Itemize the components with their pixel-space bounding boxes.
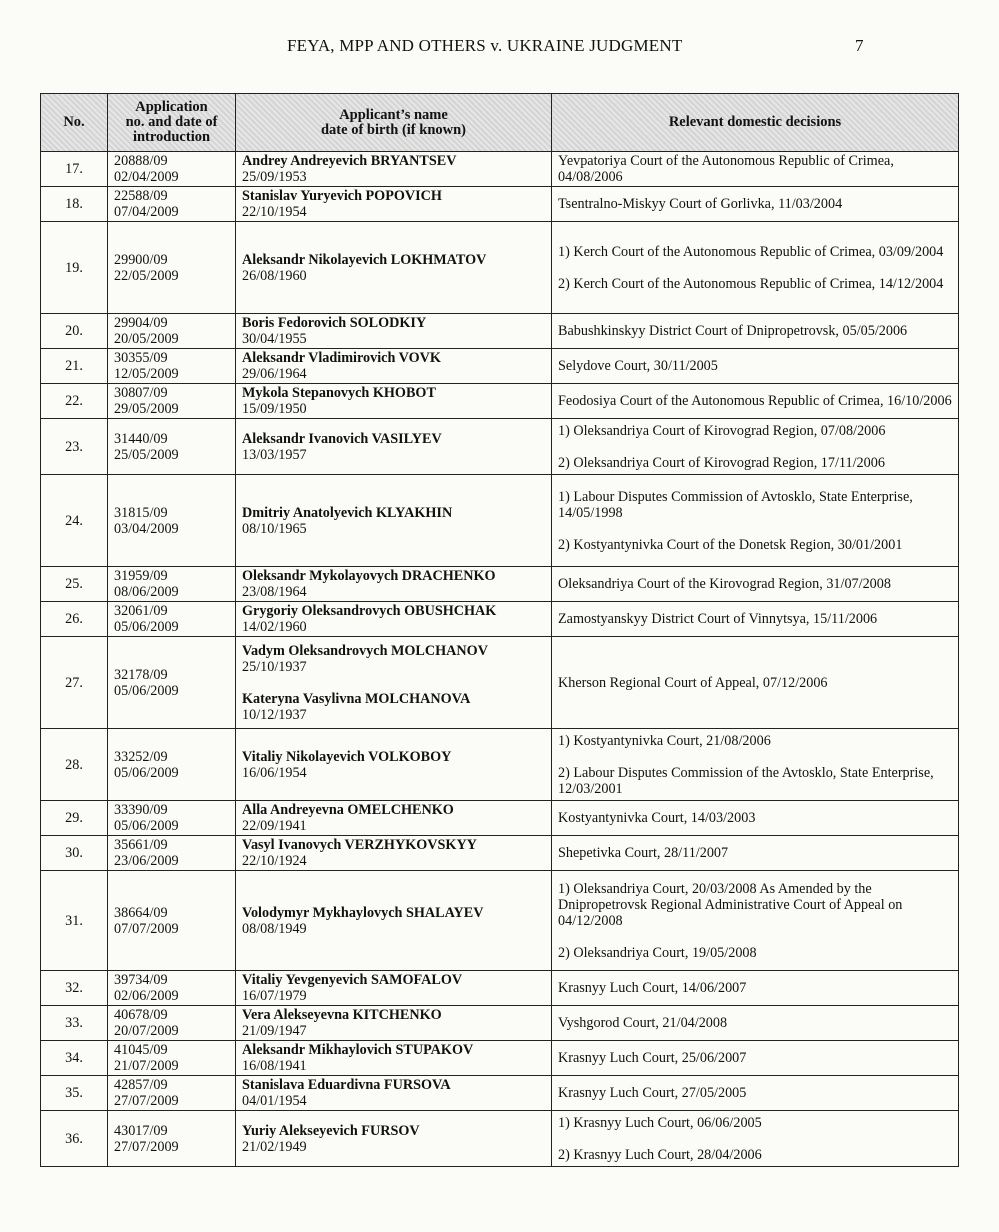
application-cell	[108, 1041, 236, 1076]
applicant-cell	[236, 475, 552, 567]
column-header-line: introduction	[132, 129, 211, 145]
date-of-birth: 21/09/1947	[242, 1023, 307, 1039]
application-cell	[108, 419, 236, 475]
introduction-date: 05/06/2009	[114, 764, 179, 781]
introduction-date: 03/04/2009	[114, 520, 179, 537]
applicant-cell	[236, 349, 552, 384]
applicant-cell	[236, 222, 552, 314]
domestic-decision: Shepetivka Court, 28/11/2007	[558, 845, 729, 861]
table-row	[41, 637, 959, 729]
decisions-cell	[552, 567, 959, 602]
applicant-name: Boris Fedorovich SOLODKIY	[242, 315, 427, 331]
application-number: 35661/09	[114, 837, 168, 853]
application-cell	[108, 567, 236, 602]
application-number: 22588/09	[114, 188, 168, 204]
domestic-decision: Vyshgorod Court, 21/04/2008	[558, 1015, 728, 1031]
application-cell	[108, 187, 236, 222]
decisions-cell	[552, 1041, 959, 1076]
applicant-cell	[236, 567, 552, 602]
domestic-decision: Krasnyy Luch Court, 27/05/2005	[558, 1085, 747, 1101]
introduction-date: 07/07/2009	[114, 920, 179, 937]
application-cell	[108, 222, 236, 314]
row-number: 20.	[41, 314, 108, 349]
applicant-cell	[236, 419, 552, 475]
applicant-name: Kateryna Vasylivna MOLCHANOVA	[242, 690, 471, 707]
introduction-date: 05/06/2009	[114, 619, 179, 635]
application-cell	[108, 637, 236, 729]
introduction-date: 21/07/2009	[114, 1058, 179, 1074]
introduction-date: 05/06/2009	[114, 682, 179, 699]
domestic-decision: Zamostyanskyy District Court of Vinnytsya, 15/11/2006	[558, 611, 878, 627]
introduction-date: 08/06/2009	[114, 584, 179, 600]
introduction-date: 27/07/2009	[114, 1093, 179, 1109]
column-header-line: no. and date of	[125, 114, 218, 130]
date-of-birth: 29/06/1964	[242, 366, 307, 382]
application-cell	[108, 602, 236, 637]
decisions-cell	[552, 801, 959, 836]
row-number: 21.	[41, 349, 108, 384]
application-number: 39734/09	[114, 972, 168, 988]
table-row	[41, 222, 959, 314]
introduction-date: 12/05/2009	[114, 366, 179, 382]
column-header-decisions: Relevant domestic decisions	[552, 94, 959, 152]
date-of-birth: 22/10/1924	[242, 853, 307, 869]
row-number: 36.	[41, 1111, 108, 1167]
domestic-decision: Krasnyy Luch Court, 25/06/2007	[558, 1050, 747, 1066]
decisions-cell	[552, 602, 959, 637]
table-row	[41, 567, 959, 602]
date-of-birth: 26/08/1960	[242, 267, 307, 284]
row-number: 24.	[41, 475, 108, 567]
domestic-decision: 2) Oleksandriya Court of Kirovograd Region, 17/11/2006	[558, 454, 885, 471]
application-cell	[108, 971, 236, 1006]
application-cell	[108, 801, 236, 836]
applicants-table	[40, 93, 959, 1167]
application-cell	[108, 1006, 236, 1041]
row-number: 30.	[41, 836, 108, 871]
application-number: 30807/09	[114, 385, 168, 401]
date-of-birth: 25/09/1953	[242, 169, 307, 185]
introduction-date: 25/05/2009	[114, 446, 179, 463]
spacer	[558, 260, 952, 276]
date-of-birth: 15/09/1950	[242, 401, 307, 417]
domestic-decision: Selydove Court, 30/11/2005	[558, 358, 718, 374]
domestic-decision: Kostyantynivka Court, 14/03/2003	[558, 810, 756, 826]
table-row	[41, 419, 959, 475]
column-header-application	[108, 94, 236, 152]
table-row	[41, 801, 959, 836]
domestic-decision: 1) Oleksandriya Court, 20/03/2008 As Amended by the Dnipropetrovsk Regional Administrative Court of Appeal on 04/12/2008	[558, 880, 903, 929]
table-row	[41, 871, 959, 971]
application-cell	[108, 729, 236, 801]
date-of-birth: 25/10/1937	[242, 658, 307, 675]
applicant-name: Alla Andreyevna OMELCHENKO	[242, 802, 454, 818]
spacer	[558, 749, 952, 765]
column-header-applicant	[236, 94, 552, 152]
domestic-decision: 2) Oleksandriya Court, 19/05/2008	[558, 944, 757, 961]
introduction-date: 07/04/2009	[114, 204, 179, 220]
date-of-birth: 16/07/1979	[242, 988, 307, 1004]
date-of-birth: 22/10/1954	[242, 204, 307, 220]
date-of-birth: 10/12/1937	[242, 706, 307, 723]
table-body	[41, 152, 959, 1167]
decisions-cell	[552, 349, 959, 384]
row-number: 28.	[41, 729, 108, 801]
table-row	[41, 1111, 959, 1167]
table-row	[41, 971, 959, 1006]
column-header-no: No.	[41, 94, 108, 152]
application-number: 43017/09	[114, 1122, 168, 1139]
applicant-cell	[236, 384, 552, 419]
applicant-name: Grygoriy Oleksandrovych OBUSHCHAK	[242, 603, 497, 619]
application-number: 32178/09	[114, 666, 168, 683]
applicant-name: Andrey Andreyevich BRYANTSEV	[242, 153, 457, 169]
decisions-cell	[552, 314, 959, 349]
decisions-cell	[552, 475, 959, 567]
applicant-name: Stanislava Eduardivna FURSOVA	[242, 1077, 451, 1093]
introduction-date: 05/06/2009	[114, 818, 179, 834]
domestic-decision: Babushkinskyy District Court of Dnipropetrovsk, 05/05/2006	[558, 323, 908, 339]
applicant-cell	[236, 1006, 552, 1041]
table-row	[41, 1076, 959, 1111]
applicant-cell	[236, 187, 552, 222]
decisions-cell	[552, 222, 959, 314]
introduction-date: 27/07/2009	[114, 1138, 179, 1155]
application-number: 41045/09	[114, 1042, 168, 1058]
document-title: FEYA, MPP AND OTHERS v. UKRAINE JUDGMENT	[287, 36, 683, 55]
decisions-cell	[552, 1006, 959, 1041]
row-number: 22.	[41, 384, 108, 419]
decisions-cell	[552, 1111, 959, 1167]
date-of-birth: 16/06/1954	[242, 764, 307, 781]
spacer	[558, 929, 952, 945]
table-row	[41, 187, 959, 222]
application-number: 40678/09	[114, 1007, 168, 1023]
introduction-date: 20/07/2009	[114, 1023, 179, 1039]
application-number: 33390/09	[114, 802, 168, 818]
decisions-cell	[552, 729, 959, 801]
applicant-cell	[236, 1041, 552, 1076]
application-cell	[108, 1111, 236, 1167]
date-of-birth: 21/02/1949	[242, 1138, 307, 1155]
decisions-cell	[552, 419, 959, 475]
table-row	[41, 152, 959, 187]
row-number: 17.	[41, 152, 108, 187]
row-number: 33.	[41, 1006, 108, 1041]
applicant-name: Aleksandr Vladimirovich VOVK	[242, 350, 441, 366]
date-of-birth: 14/02/1960	[242, 619, 307, 635]
table-row	[41, 836, 959, 871]
applicant-name: Vasyl Ivanovych VERZHYKOVSKYY	[242, 837, 477, 853]
table-header-row	[41, 94, 959, 152]
table-row	[41, 729, 959, 801]
application-number: 38664/09	[114, 904, 168, 921]
row-number: 27.	[41, 637, 108, 729]
application-number: 32061/09	[114, 603, 168, 619]
applicant-cell	[236, 1111, 552, 1167]
domestic-decision: 2) Labour Disputes Commission of the Avtosklo, State Enterprise, 12/03/2001	[558, 764, 934, 797]
decisions-cell	[552, 637, 959, 729]
domestic-decision: Krasnyy Luch Court, 14/06/2007	[558, 980, 747, 996]
table-row	[41, 349, 959, 384]
applicant-cell	[236, 729, 552, 801]
domestic-decision: 1) Krasnyy Luch Court, 06/06/2005	[558, 1114, 762, 1131]
domestic-decision: Tsentralno-Miskyy Court of Gorlivka, 11/03/2004	[558, 196, 843, 212]
domestic-decision: 1) Oleksandriya Court of Kirovograd Region, 07/08/2006	[558, 422, 886, 439]
domestic-decision: Oleksandriya Court of the Kirovograd Region, 31/07/2008	[558, 576, 891, 592]
row-number: 19.	[41, 222, 108, 314]
application-cell	[108, 475, 236, 567]
application-cell	[108, 836, 236, 871]
application-number: 31815/09	[114, 504, 168, 521]
application-cell	[108, 349, 236, 384]
application-number: 31959/09	[114, 568, 168, 584]
decisions-cell	[552, 871, 959, 971]
applicant-cell	[236, 836, 552, 871]
domestic-decision: Kherson Regional Court of Appeal, 07/12/2006	[558, 674, 828, 691]
applicant-cell	[236, 152, 552, 187]
table-row	[41, 1041, 959, 1076]
domestic-decision: 1) Labour Disputes Commission of Avtosklo, State Enterprise, 14/05/1998	[558, 488, 913, 521]
domestic-decision: 2) Krasnyy Luch Court, 28/04/2006	[558, 1146, 762, 1163]
application-cell	[108, 1076, 236, 1111]
table-row	[41, 384, 959, 419]
applicant-name: Volodymyr Mykhaylovych SHALAYEV	[242, 904, 484, 921]
decisions-cell	[552, 384, 959, 419]
spacer	[558, 439, 952, 455]
applicant-cell	[236, 971, 552, 1006]
date-of-birth: 08/08/1949	[242, 920, 307, 937]
application-cell	[108, 152, 236, 187]
date-of-birth: 16/08/1941	[242, 1058, 307, 1074]
introduction-date: 02/06/2009	[114, 988, 179, 1004]
row-number: 25.	[41, 567, 108, 602]
applicant-cell	[236, 801, 552, 836]
row-number: 32.	[41, 971, 108, 1006]
applicant-cell	[236, 314, 552, 349]
application-number: 42857/09	[114, 1077, 168, 1093]
applicant-cell	[236, 602, 552, 637]
domestic-decision: 1) Kerch Court of the Autonomous Republic of Crimea, 03/09/2004	[558, 243, 944, 260]
decisions-cell	[552, 1076, 959, 1111]
decisions-cell	[552, 836, 959, 871]
applicant-name: Aleksandr Nikolayevich LOKHMATOV	[242, 251, 487, 268]
column-header-line: Application	[135, 99, 208, 115]
column-header-line: date of birth (if known)	[320, 121, 466, 138]
row-number: 34.	[41, 1041, 108, 1076]
spacer	[242, 675, 545, 691]
row-number: 35.	[41, 1076, 108, 1111]
applicant-name: Yuriy Alekseyevich FURSOV	[242, 1122, 420, 1139]
applicant-name: Dmitriy Anatolyevich KLYAKHIN	[242, 504, 453, 521]
domestic-decision: 1) Kostyantynivka Court, 21/08/2006	[558, 732, 771, 749]
decisions-cell	[552, 187, 959, 222]
application-number: 29904/09	[114, 315, 168, 331]
row-number: 31.	[41, 871, 108, 971]
date-of-birth: 22/09/1941	[242, 818, 307, 834]
table-row	[41, 314, 959, 349]
column-header-line: Applicant’s name	[339, 106, 448, 123]
applicant-name: Aleksandr Ivanovich VASILYEV	[242, 430, 442, 447]
introduction-date: 22/05/2009	[114, 267, 179, 284]
table-row	[41, 1006, 959, 1041]
application-cell	[108, 871, 236, 971]
introduction-date: 20/05/2009	[114, 331, 179, 347]
domestic-decision: Feodosiya Court of the Autonomous Republic of Crimea, 16/10/2006	[558, 393, 952, 409]
introduction-date: 23/06/2009	[114, 853, 179, 869]
date-of-birth: 23/08/1964	[242, 584, 307, 600]
table-row	[41, 475, 959, 567]
date-of-birth: 04/01/1954	[242, 1093, 307, 1109]
decisions-cell	[552, 152, 959, 187]
date-of-birth: 30/04/1955	[242, 331, 307, 347]
page-header	[0, 36, 999, 60]
row-number: 26.	[41, 602, 108, 637]
page-number: 7	[855, 36, 864, 55]
applicant-name: Vera Alekseyevna KITCHENKO	[242, 1007, 442, 1023]
application-number: 20888/09	[114, 153, 168, 169]
domestic-decision: Yevpatoriya Court of the Autonomous Republic of Crimea, 04/08/2006	[558, 153, 894, 185]
application-cell	[108, 384, 236, 419]
applicant-name: Vitaliy Yevgenyevich SAMOFALOV	[242, 972, 463, 988]
applicant-name: Oleksandr Mykolayovych DRACHENKO	[242, 568, 496, 584]
applicant-cell	[236, 1076, 552, 1111]
applicant-cell	[236, 871, 552, 971]
domestic-decision: 2) Kostyantynivka Court of the Donetsk Region, 30/01/2001	[558, 536, 903, 553]
application-cell	[108, 314, 236, 349]
date-of-birth: 08/10/1965	[242, 520, 307, 537]
row-number: 23.	[41, 419, 108, 475]
applicant-name: Vadym Oleksandrovych MOLCHANOV	[242, 642, 488, 659]
spacer	[558, 521, 952, 537]
decisions-cell	[552, 971, 959, 1006]
row-number: 18.	[41, 187, 108, 222]
application-number: 30355/09	[114, 350, 168, 366]
spacer	[558, 1131, 952, 1147]
applicant-cell	[236, 637, 552, 729]
application-number: 33252/09	[114, 748, 168, 765]
applicant-name: Mykola Stepanovych KHOBOT	[242, 385, 436, 401]
row-number: 29.	[41, 801, 108, 836]
applicant-name: Aleksandr Mikhaylovich STUPAKOV	[242, 1042, 474, 1058]
introduction-date: 29/05/2009	[114, 401, 179, 417]
applicant-name: Vitaliy Nikolayevich VOLKOBOY	[242, 748, 452, 765]
application-number: 31440/09	[114, 430, 168, 447]
introduction-date: 02/04/2009	[114, 169, 179, 185]
date-of-birth: 13/03/1957	[242, 446, 307, 463]
application-number: 29900/09	[114, 251, 168, 268]
table-row	[41, 602, 959, 637]
domestic-decision: 2) Kerch Court of the Autonomous Republic of Crimea, 14/12/2004	[558, 275, 944, 292]
applicant-name: Stanislav Yuryevich POPOVICH	[242, 188, 442, 204]
